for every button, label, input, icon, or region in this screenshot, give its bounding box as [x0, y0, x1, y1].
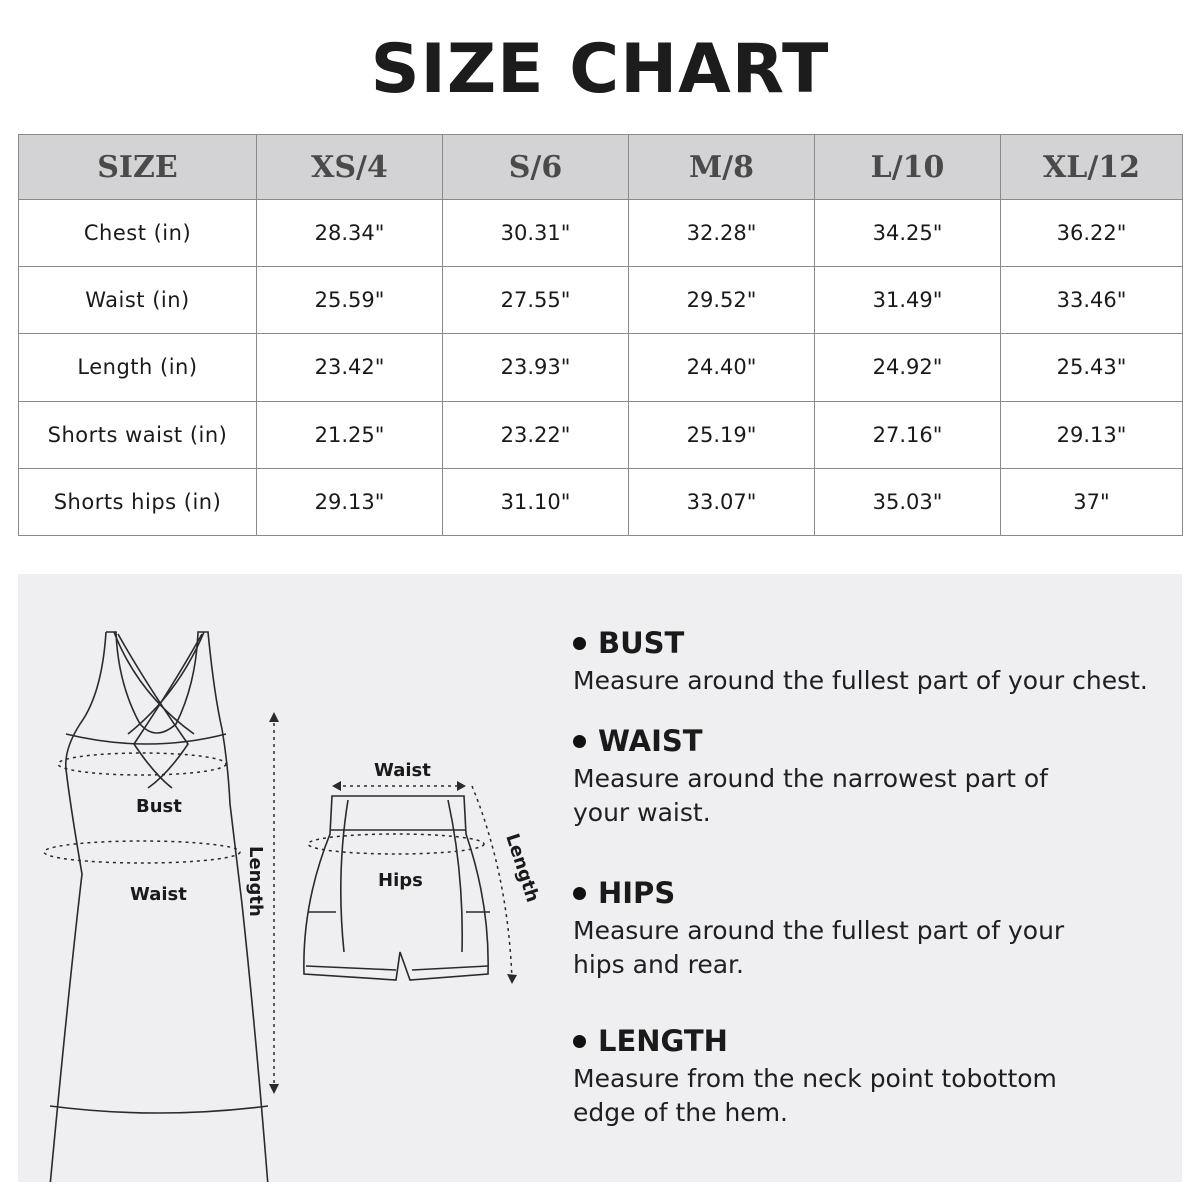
bust-desc — [573, 664, 1182, 698]
table-cell: 33.46" — [1001, 267, 1183, 334]
bust-heading: BUST — [598, 626, 685, 660]
measurement-instructions — [573, 574, 1182, 1182]
shorts-length-line — [472, 786, 512, 980]
desc-line: Measure from the neck point tobottom — [573, 1064, 1057, 1093]
length-heading: LENGTH — [598, 1024, 728, 1058]
waist-heading: WAIST — [598, 724, 703, 758]
table-cell: 36.22" — [1001, 200, 1183, 267]
table-cell: 25.43" — [1001, 334, 1183, 401]
dress-waist-label: Waist — [130, 884, 187, 905]
table-row — [19, 267, 1183, 334]
garment-diagram — [18, 574, 578, 1182]
table-row — [19, 468, 1183, 535]
table-row — [19, 334, 1183, 401]
header-m: M/8 — [629, 135, 815, 200]
table-cell: 28.34" — [257, 200, 443, 267]
dress-body — [106, 632, 268, 1182]
table-cell: 27.16" — [815, 401, 1001, 468]
table-cell: 29.13" — [1001, 401, 1183, 468]
dress-bust-label: Bust — [136, 796, 182, 817]
desc-line: your waist. — [573, 798, 711, 827]
waist-desc — [573, 762, 1182, 830]
table-cell: 37" — [1001, 468, 1183, 535]
header-xs: XS/4 — [257, 135, 443, 200]
waist-measure-line — [44, 841, 240, 863]
page-title: SIZE CHART — [370, 30, 830, 109]
desc-line: Measure around the fullest part of your chest. — [573, 666, 1148, 695]
table-cell: 32.28" — [629, 200, 815, 267]
desc-line: edge of the hem. — [573, 1098, 788, 1127]
bullet-icon — [573, 1035, 586, 1048]
table-cell: 33.07" — [629, 468, 815, 535]
hips-desc — [573, 914, 1182, 982]
bullet-icon — [573, 735, 586, 748]
table-cell: 31.10" — [443, 468, 629, 535]
desc-line: Measure around the narrowest part of — [573, 764, 1048, 793]
header-s: S/6 — [443, 135, 629, 200]
table-cell: 25.59" — [257, 267, 443, 334]
desc-line: Measure around the fullest part of your — [573, 916, 1065, 945]
dress-length-label: Length — [245, 846, 266, 917]
waist-instruction — [573, 724, 1182, 830]
table-cell: 25.19" — [629, 401, 815, 468]
table-cell: 29.13" — [257, 468, 443, 535]
header-xl: XL/12 — [1001, 135, 1183, 200]
row-label: Chest (in) — [19, 200, 257, 267]
row-label: Shorts hips (in) — [19, 468, 257, 535]
table-cell: 24.92" — [815, 334, 1001, 401]
desc-line: hips and rear. — [573, 950, 744, 979]
row-label: Waist (in) — [19, 267, 257, 334]
shorts-hips-label: Hips — [378, 870, 423, 891]
header-size: SIZE — [19, 135, 257, 200]
row-label: Length (in) — [19, 334, 257, 401]
table-cell: 21.25" — [257, 401, 443, 468]
shorts-length-label: Length — [501, 831, 544, 905]
bullet-icon — [573, 637, 586, 650]
table-cell: 34.25" — [815, 200, 1001, 267]
header-l: L/10 — [815, 135, 1001, 200]
table-cell: 24.40" — [629, 334, 815, 401]
table-row — [19, 200, 1183, 267]
bust-instruction — [573, 626, 1182, 698]
table-cell: 23.93" — [443, 334, 629, 401]
bullet-icon — [573, 887, 586, 900]
shorts-waist-label: Waist — [374, 760, 431, 781]
table-header-row — [19, 135, 1183, 200]
table-cell: 23.42" — [257, 334, 443, 401]
table-cell: 35.03" — [815, 468, 1001, 535]
table-cell: 27.55" — [443, 267, 629, 334]
size-table — [18, 134, 1183, 536]
length-instruction — [573, 1024, 1182, 1130]
length-desc — [573, 1062, 1182, 1130]
hips-instruction — [573, 876, 1182, 982]
table-cell: 30.31" — [443, 200, 629, 267]
table-cell: 31.49" — [815, 267, 1001, 334]
table-row — [19, 401, 1183, 468]
measurement-guide — [18, 574, 1182, 1182]
table-cell: 23.22" — [443, 401, 629, 468]
hips-heading: HIPS — [598, 876, 676, 910]
row-label: Shorts waist (in) — [19, 401, 257, 468]
table-cell: 29.52" — [629, 267, 815, 334]
